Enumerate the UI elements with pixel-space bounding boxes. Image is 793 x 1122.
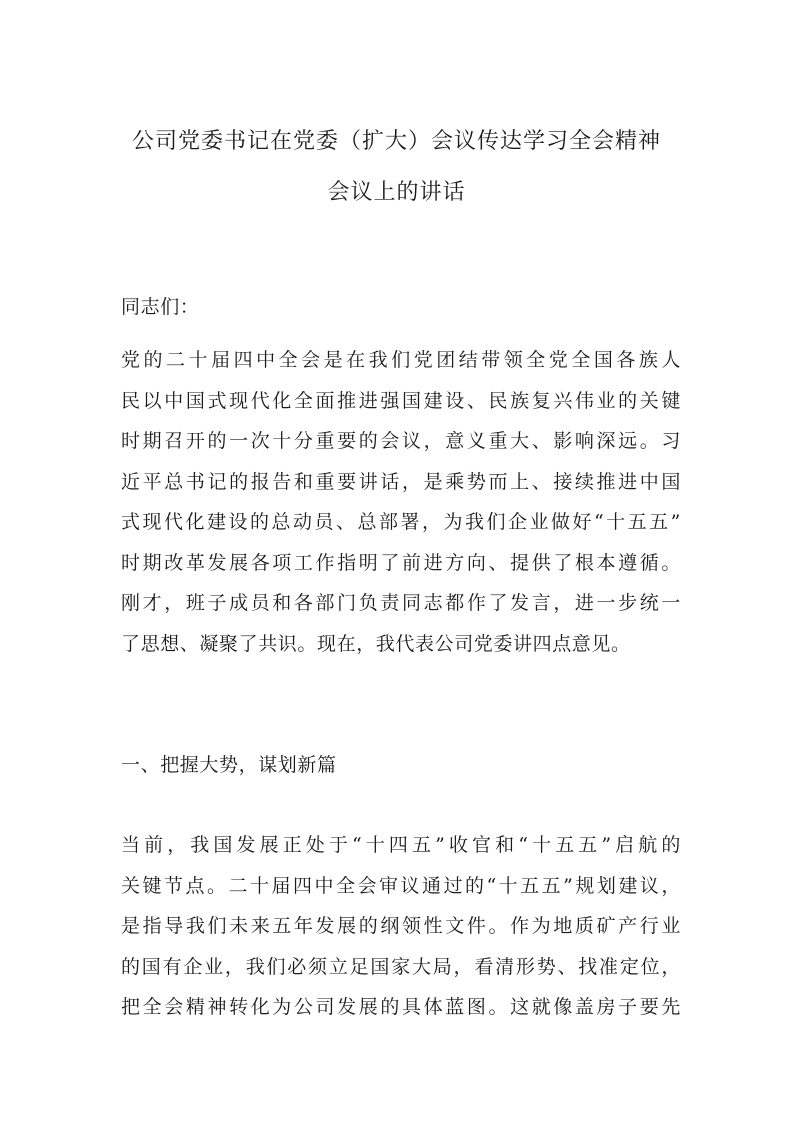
paragraph-2-line: 当前，我国发展正处于“十四五”收官和“十五五”启航的 <box>121 834 681 856</box>
paragraph-1-line: 近平总书记的报告和重要讲话，是乘势而上、接续推进中国 <box>121 470 681 493</box>
paragraph-1 <box>121 340 681 664</box>
paragraph-2 <box>121 825 681 1028</box>
paragraph-2-line: 关键节点。二十届四中全会审议通过的“十五五”规划建议， <box>121 874 681 897</box>
paragraph-1-line: 刚才，班子成员和各部门负责同志都作了发言，进一步统一 <box>121 592 681 614</box>
salutation <box>121 287 681 328</box>
paragraph-2-line: 把全会精神转化为公司发展的具体蓝图。这就像盖房子要先 <box>121 996 681 1018</box>
paragraph-1-line: 党的二十届四中全会是在我们党团结带领全党全国各族人 <box>121 349 681 371</box>
document-title-line-2: 会议上的讲话 <box>327 180 466 205</box>
paragraph-2-line: 是指导我们未来五年发展的纲领性文件。作为地质矿产行业 <box>121 915 681 937</box>
section-1-heading-text: 一、把握大势，谋划新篇 <box>121 754 337 776</box>
document-title-line-1: 公司党委书记在党委（扩大）会议传达学习全会精神 <box>131 129 661 154</box>
paragraph-1-line: 时期改革发展各项工作指明了前进方向、提供了根本遵循。 <box>121 551 681 574</box>
paragraph-1-line: 民以中国式现代化全面推进强国建设、民族复兴伟业的关键 <box>121 389 681 412</box>
paragraph-1-line: 式现代化建设的总动员、总部署，为我们企业做好“十五五” <box>121 511 681 533</box>
paragraph-1-line: 时期召开的一次十分重要的会议，意义重大、影响深远。习 <box>121 430 681 452</box>
paragraph-2-line: 的国有企业，我们必须立足国家大局，看清形势、找准定位， <box>121 955 681 978</box>
salutation-text: 同志们： <box>121 296 200 318</box>
section-1-heading <box>121 745 681 786</box>
paragraph-1-line: 了思想、凝聚了共识。现在，我代表公司党委讲四点意见。 <box>121 632 631 655</box>
